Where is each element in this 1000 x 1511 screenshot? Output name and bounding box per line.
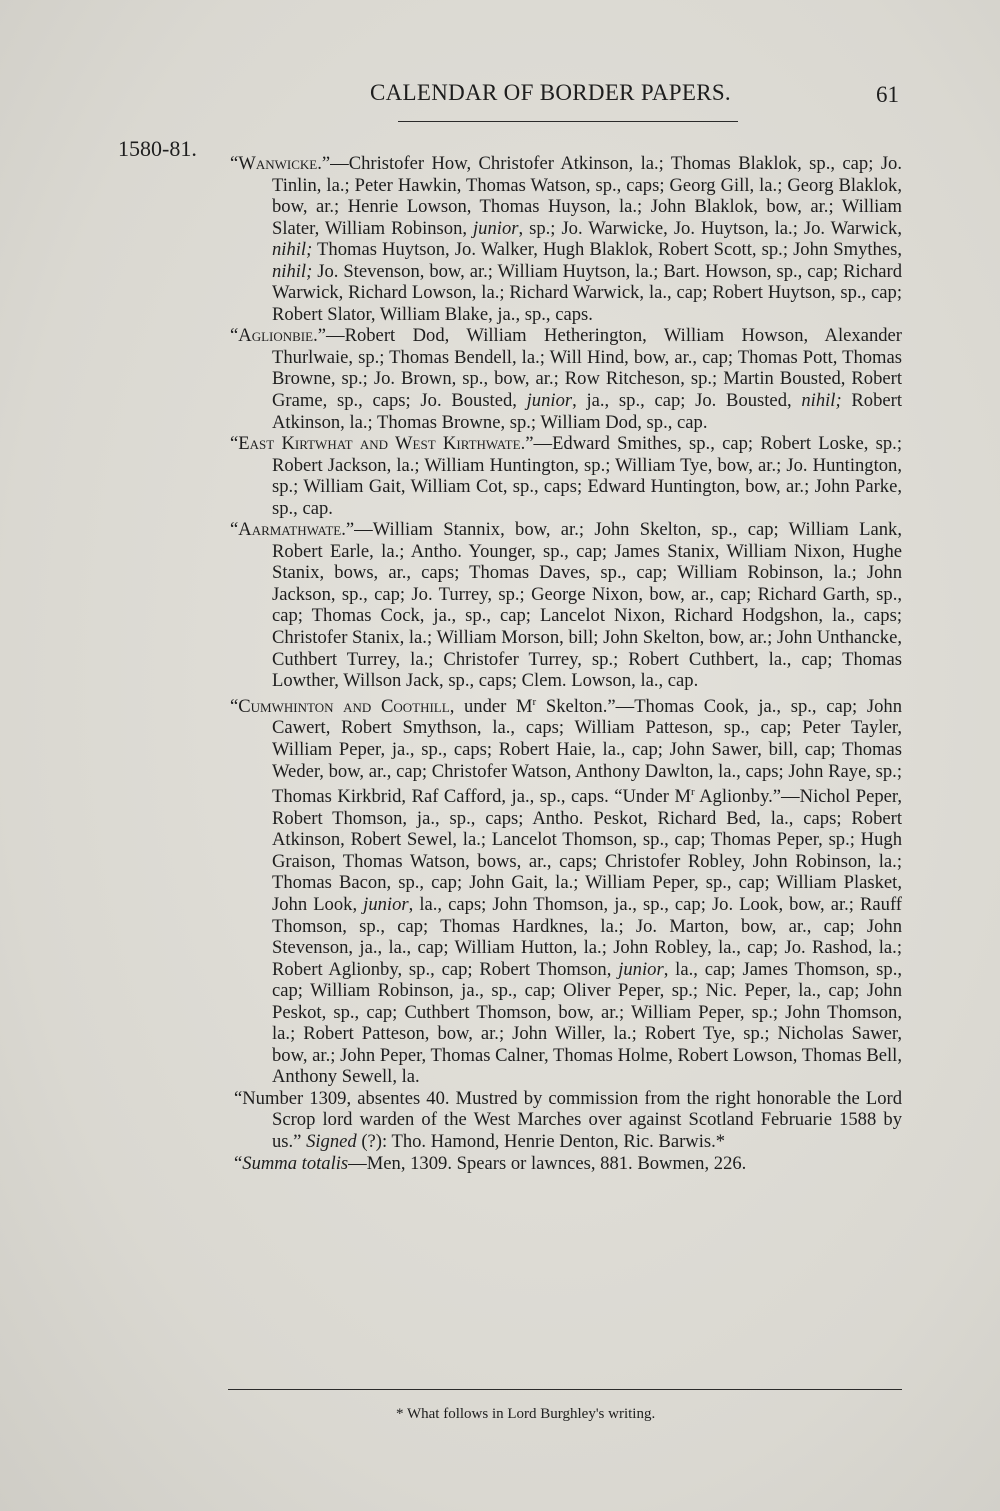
place-name: East Kirtwhat and West Kirthwate.: [238, 433, 526, 455]
entry-aarmathwate: “Aarmathwate.”—William Stannix, bow, ar.; John Skelton, sp., cap; William Lank, Robert Earle, la.; Antho. Younger, sp., cap; James Stanix, William Nixon, Hughe Stanix, bows, ar., caps; Thomas Daves, sp., cap; William Robinson, la.; John Jackson, sp., cap; Jo. Turrey, sp.; George Nixon, bow, ar., cap; Richard Garth, sp., cap; Thomas Cock, ja., sp., cap; Lancelot Nixon, Richard Hodgshon, la., caps; Christofer Stanix, la.; William Morson, bill; John Skelton, bow, ar.; John Unthancke, Cuthbert Turrey, la.; Christofer Turrey, sp.; Robert Cuthbert, la., cap; Thomas Lowther, Willson Jack, sp., caps; Clem. Lowson, la., cap.: [230, 519, 902, 692]
place-name: Aarmathwate.: [238, 519, 346, 541]
entry-wanwicke: “Wanwicke.”—Christofer How, Christofer Atkinson, la.; Thomas Blaklok, sp., cap; Jo. Tinlin, la.; Peter Hawkin, Thomas Watson, sp., caps; Georg Gill, la.; Georg Blaklok, bow, ar.; Henrie Lowson, Thomas Huyson, la.; John Blaklok, bow, ar.; William Slater, William Robinson, junior, sp.; Jo. Warwicke, Jo. Huytson, la.; Jo. Warwick, nihil; Thomas Huytson, Jo. Walker, Hugh Blaklok, Robert Scott, sp.; John Smythes, nihil; Jo. Stevenson, bow, ar.; William Huytson, la.; Bart. Howson, sp., cap; Richard Warwick, Richard Lowson, la.; Richard Warwick, la., cap; Robert Huytson, sp., cap; Robert Slator, William Blake, ja., sp., caps.: [230, 153, 902, 325]
entry-cumwhinton: “Cumwhinton and Coothill, under $M^r$ Skelton.”—Thomas Cook, ja., sp., cap; John Cawert, Robert Smythson, la., caps; William Patteson, sp., cap; Peter Tayler, William Peper, ja., sp., caps; Robert Haie, la., cap; John Sawer, bill, cap; Thomas Weder, bow, ar., cap; Christofer Watson, Anthony Dawlton, la., caps; John Raye, sp.; Thomas Kirkbrid, Raf Cafford, ja., sp., caps. “Under $M^r$ Aglionby.”—Nichol Peper, Robert Thomson, ja., sp., caps; Antho. Peskot, Richard Bed, la., caps; Robert Atkinson, Robert Sewel, la.; Lancelot Thomson, sp., cap; Thomas Peper, sp.; Hugh Graison, Thomas Watson, bows, ar., caps; Christofer Robley, John Robinson, la.; Thomas Bacon, sp., cap; John Gait, la.; William Peper, sp., cap; William Plasket, John Look, junior, la., caps; John Thomson, ja., sp., cap; Jo. Look, bow, ar.; Rauff Thomson, sp., cap; Thomas Hardknes, la.; Jo. Marton, bow, ar., cap; John Stevenson, ja., la., cap; William Hutton, la.; John Robley, la., cap; Jo. Rashod, la.; Robert Aglionby, sp., cap; Robert Thomson, junior, la., cap; James Thomson, sp., cap; William Robinson, ja., sp., cap; Oliver Peper, sp.; Nic. Peper, la., cap; John Peskot, sp., cap; Cuthbert Thomson, bow, ar.; William Peper, sp.; John Thomson, la.; Robert Patteson, bow, ar.; John Willer, la.; Robert Tye, sp.; Nicholas Sawer, bow, ar.; John Peper, Thomas Calner, Thomas Holme, Robert Lowson, Thomas Bell, Anthony Sewell, la.: [230, 695, 902, 1088]
footnote: * What follows in Lord Burghley's writing.: [396, 1406, 656, 1422]
page-number: 61: [876, 82, 899, 107]
entry-aglionbie: “Aglionbie.”—Robert Dod, William Hetherington, William Howson, Alexander Thurlwaie, sp.; Thomas Bendell, la.; Will Hind, bow, ar., cap; Thomas Pott, Thomas Browne, sp.; Jo. Brown, sp., bow, ar.; Row Ritcheson, sp.; Martin Bousted, Robert Grame, sp., caps; Jo. Bousted, junior, ja., sp., cap; Jo. Bousted, nihil; Robert Atkinson, la.; Thomas Browne, sp.; William Dod, sp., cap.: [230, 325, 902, 433]
place-name: Cumwhinton and Coothill: [238, 695, 450, 717]
header-rule: [398, 121, 738, 122]
entry-number-1309: “Number 1309, absentes 40. Mustred by commission from the right honorable the Lord Scrop lord warden of the West Marches over against Scotland Februarie 1588 by us.” Signed (?): Tho. Hamond, Henrie Denton, Ric. Barwis.*: [234, 1087, 902, 1152]
footnote-rule: [228, 1389, 902, 1390]
running-head: CALENDAR OF BORDER PAPERS.: [370, 80, 731, 105]
entry-kirtwhat: “East Kirtwhat and West Kirthwate.”—Edward Smithes, sp., cap; Robert Loske, sp.; Robert Jackson, la.; William Huntington, sp.; William Tye, bow, ar.; Jo. Huntington, sp.; William Gait, William Cot, sp., caps; Edward Huntington, bow, ar.; John Parke, sp., cap.: [230, 433, 902, 519]
place-name: Aglionbie.: [238, 325, 318, 347]
place-name: Wanwicke.: [238, 153, 322, 174]
entry-summa-totalis: “Summa totalis—Men, 1309. Spears or lawnces, 881. Bowmen, 226.: [234, 1152, 747, 1174]
year-marker: 1580-81.: [118, 136, 197, 161]
muster-roll-text: [230, 153, 902, 1174]
